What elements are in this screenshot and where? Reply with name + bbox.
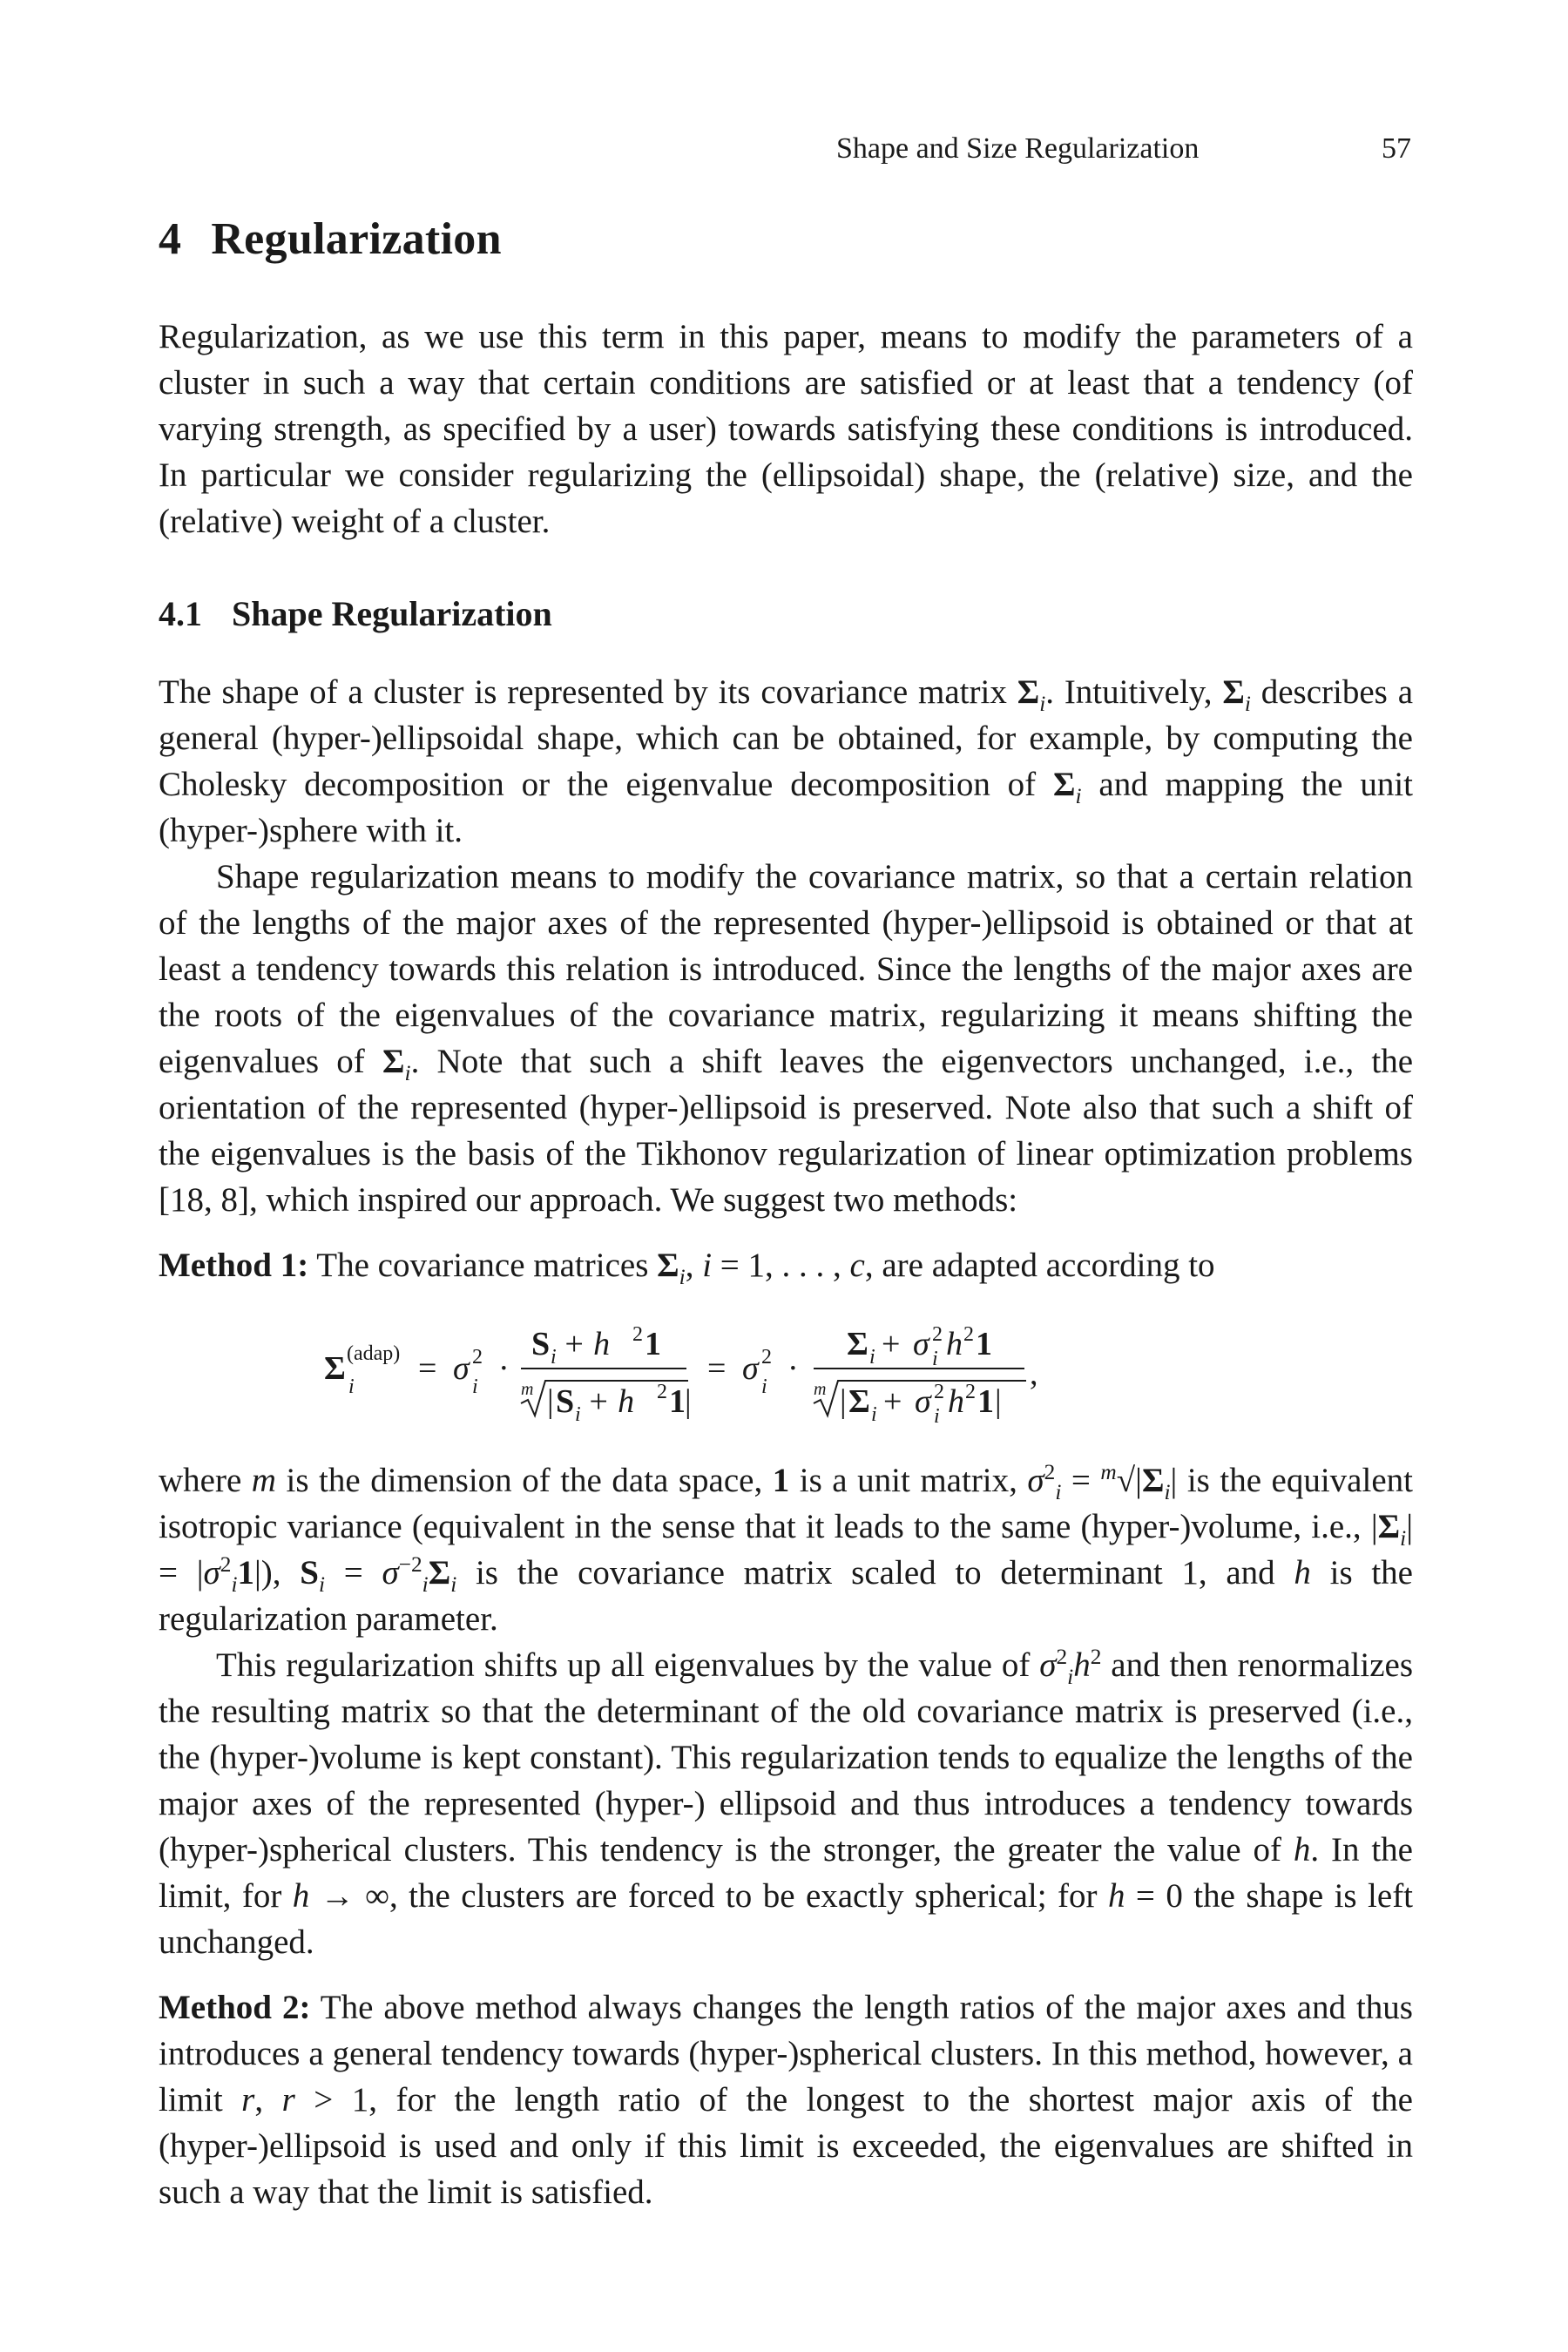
- regularization-shift-paragraph: This regularization shifts up all eigenvalues by the value of $\sigma^2_ih^2$ and then renormalizes the resulting matrix so that the determinant of the old covariance matrix is preserved (i.e., the (hyper-)volume is kept constant). This regularization tends to equalize the lengths of the major axes of the represented (hyper-) ellipsoid and thus introduces a tendency towards (hyper-)spherical clusters. This tendency is the stronger, the greater the value of h. In the limit, for h → ∞, the clusters are forced to be exactly spherical; for h = 0 the shape is left unchanged.: [159, 1645, 1414, 1961]
- eq-frac1-den-bar-l: |: [547, 1383, 554, 1420]
- section-number: 4: [159, 214, 182, 264]
- method-1-paragraph: Method 1: The covariance matrices $\Sigma_i$, i = 1, . . . , c, are adapted according to: [159, 1247, 1215, 1289]
- eq-frac2-num-h-sup: 2: [963, 1323, 974, 1346]
- method-1-label: Method 1:: [159, 1247, 309, 1284]
- running-head-title: Shape and Size Regularization: [836, 132, 1200, 165]
- eq-equals-2: =: [707, 1350, 727, 1387]
- equation-graphic: [324, 1318, 1282, 1431]
- eq-frac2-den-h: h: [948, 1383, 964, 1420]
- section-heading: [159, 213, 1413, 265]
- eq-frac2-den-Sigma: Σ: [848, 1383, 870, 1420]
- eq-frac2-den-sub: i: [871, 1403, 877, 1426]
- eq-lhs-sigma: Σ: [324, 1350, 346, 1387]
- intro-paragraph: Regularization, as we use this term in this paper, means to modify the parameters of a cluster in such a way that certain conditions are satisfied or at least that a tendency (of varying strength, as specified by a user) towards satisfying these conditions is introduced. In particular we consider regularizing the (ellipsoidal) shape, the (relative) size, and the (relative) weight of a cluster.: [159, 318, 1413, 540]
- eq-frac2-den-sigma: σ: [915, 1383, 931, 1420]
- eq-equals-1: =: [418, 1350, 437, 1387]
- eq-frac1-den-rest: + h: [587, 1383, 635, 1420]
- eq-frac2-num-Sigma: Σ: [847, 1326, 868, 1362]
- eq-sigma-1: σ: [453, 1350, 470, 1387]
- eq-frac1-num-sub: i: [551, 1346, 557, 1369]
- subsection-title: Shape Regularization: [232, 594, 552, 633]
- method-2-label: Method 2:: [159, 1989, 311, 2026]
- eq-frac1-den-bar-r: |: [685, 1383, 692, 1420]
- eq-sigma-1-sup: 2: [472, 1346, 483, 1369]
- eq-frac2-num-h: h: [946, 1326, 963, 1362]
- eq-dot-1: ·: [498, 1350, 510, 1387]
- eq-dot-2: ·: [787, 1350, 799, 1387]
- page-number: 57: [1382, 132, 1411, 165]
- subsection-number: 4.1: [159, 594, 202, 633]
- eq-frac2-den-sigma-sup: 2: [934, 1381, 944, 1403]
- shape-paragraph-1: The shape of a cluster is represented by its covariance matrix $\Sigma_i$. Intuitively, $\Sigma_i$ describes a general (hyper-)ellipsoidal shape, which can be obtained, for example, by computing the Cholesky decomposition or the eigenvalue decomposition of $\Sigma_i$ and mapping the unit (hyper-)sphere with it.: [159, 673, 1414, 849]
- eq-comma: ,: [1030, 1355, 1038, 1392]
- eq-frac2-num-sigma-sub: i: [932, 1348, 938, 1370]
- shape-paragraph-2: Shape regularization means to modify the covariance matrix, so that a certain relation of the lengths of the major axes of the represented (hyper-)ellipsoid is obtained or that at least a tendency towards this relation is introduced. Since the lengths of the major axes are the roots of the eigenvalues of the covariance matrix, regularizing it means shifting the eigenvalues of $\Sigma_i$. Note that such a shift leaves the eigenvectors unchanged, i.e., the orientation of the represented (hyper-)ellipsoid is preserved. Note also that such a shift of the eigenvalues is the basis of the Tikhonov regularization of linear optimization problems [18, 8], which inspired our approach. We suggest two methods:: [159, 858, 1414, 1219]
- eq-lhs-sub: i: [348, 1375, 355, 1398]
- running-head: [836, 132, 1411, 166]
- main-content: [159, 213, 1413, 2215]
- eq-sigma-2: σ: [742, 1350, 759, 1387]
- eq-frac1-den-sup: 2: [657, 1381, 667, 1403]
- eq-sigma-1-sub: i: [472, 1375, 478, 1398]
- eq-frac1-num-rest: + h: [563, 1326, 611, 1362]
- eq-frac1-den-S: S: [556, 1383, 575, 1420]
- eq-frac2-den-bar-l: |: [840, 1383, 847, 1420]
- subsection-heading: [159, 593, 1413, 634]
- eq-frac1-den-sub: i: [575, 1403, 581, 1426]
- eq-sigma-2-sup: 2: [761, 1346, 772, 1369]
- eq-frac2-den-plus: +: [883, 1383, 902, 1420]
- eq-sigma-2-sub: i: [761, 1375, 767, 1398]
- eq-frac2-root-index: m: [814, 1380, 827, 1399]
- eq-frac2-num-sigma: σ: [913, 1326, 929, 1362]
- method-2-paragraph: Method 2: The above method always changes the length ratios of the major axes and thus introduces a general tendency towards (hyper-)spherical clusters. In this method, however, a limit r, r > 1, for the length ratio of the longest to the shortest major axis of the (hyper-)ellipsoid is used and only if this limit is exceeded, the eigenvalues are shifted in such a way that the limit is satisfied.: [159, 1989, 1413, 2211]
- eq-lhs-sup: (adap): [347, 1342, 401, 1365]
- eq-frac1-num-sup: 2: [632, 1323, 643, 1346]
- eq-frac1-num-S: S: [531, 1326, 551, 1362]
- eq-frac2-den-one: 1: [977, 1383, 994, 1420]
- eq-frac2-num-plus: +: [882, 1326, 901, 1362]
- equation-adap: [159, 1318, 1413, 1431]
- eq-frac2-num-sigma-sup: 2: [932, 1323, 943, 1346]
- eq-frac2-den-bar-r: |: [995, 1383, 1002, 1420]
- section-title: Regularization: [211, 214, 502, 264]
- eq-frac1-den-one: 1: [669, 1383, 686, 1420]
- eq-frac1-root-index: m: [521, 1380, 534, 1399]
- eq-frac2-num-sub: i: [869, 1346, 875, 1369]
- eq-frac2-den-h-sup: 2: [965, 1381, 976, 1403]
- eq-frac1-num-one: 1: [645, 1326, 661, 1362]
- eq-frac2-num-one: 1: [976, 1326, 992, 1362]
- where-paragraph: where m is the dimension of the data space, 1 is a unit matrix, $\sigma^2_i = ^m√|\Sigma_i|$ is the equivalent isotropic variance (equivalent in the sense that it leads to the same (hyper-)volume, i.e., $|\Sigma_i| = |\sigma^2_i1|$), $S_i = \sigma^{-2}_i\Sigma_i$ is the covariance matrix scaled to determinant 1, and h is the regularization parameter.: [159, 1460, 1413, 1638]
- eq-frac2-den-sigma-sub: i: [934, 1405, 940, 1428]
